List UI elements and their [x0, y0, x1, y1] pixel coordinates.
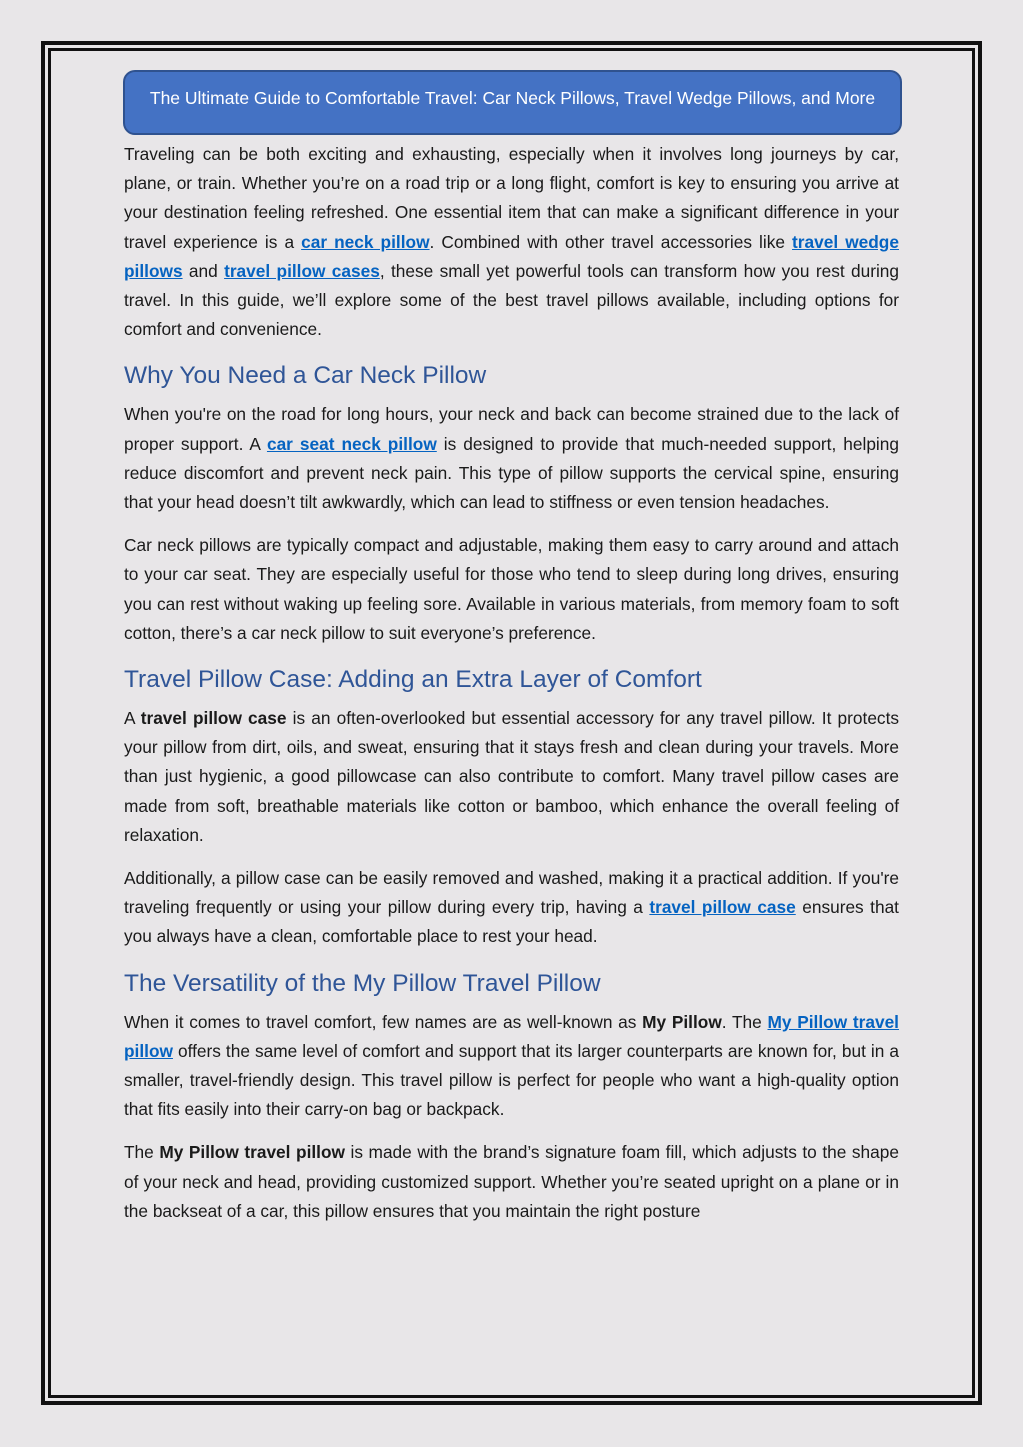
- travel-wedge-pillows-link[interactable]: travel wedge pillows: [124, 231, 899, 281]
- section3-paragraph-1: When it comes to travel comfort, few names are as well-known as My Pillow. The My Pillow travel pillow offers the same level of comfort and support that its larger counterparts are known for, but in a smaller, travel-friendly design. This travel pillow is perfect for people who want a high-quality option that fits easily into their carry-on bag or backpack.: [124, 1011, 899, 1120]
- intro-paragraph: Traveling can be both exciting and exhausting, especially when it involves long journeys by car, plane, or train. Whether you’re on a road trip or a long flight, comfort is key to ensuring you arrive at your destination feeling refreshed. One essential item that can make a significant difference in your travel experience is a car neck pillow. Combined with other travel accessories like travel wedge pillows and travel pillow cases, these small yet powerful tools can transform how you rest during travel. In this guide, we’ll explore some of the best travel pillows available, including options for comfort and convenience.: [124, 144, 900, 340]
- section2-paragraph-2: Additionally, a pillow case can be easily removed and washed, making it a practical addition. If you're traveling frequently or using your pillow during every trip, having a travel pillow case ensures that you always have a clean, comfortable place to rest your head.: [124, 868, 899, 947]
- section-heading-my-pillow: The Versatility of the My Pillow Travel Pillow: [124, 969, 601, 997]
- section-heading-travel-pillow-case: Travel Pillow Case: Adding an Extra Layer of Comfort: [124, 666, 702, 694]
- document-body: [124, 70, 899, 1240]
- my-pillow-travel-pillow-link[interactable]: My Pillow travel pillow: [124, 1011, 899, 1061]
- section3-paragraph-2: The My Pillow travel pillow is made with the brand’s signature foam fill, which adjusts to the shape of your neck and head, providing customized support. Whether you’re seated upright on a plane or in the backseat of a car, this pillow ensures that you maintain the right posture: [124, 1142, 899, 1221]
- document-title: The Ultimate Guide to Comfortable Travel: Car Neck Pillows, Travel Wedge Pillows, and More: [149, 88, 876, 108]
- bold-travel-pillow-case: travel pillow case: [140, 708, 287, 729]
- bold-my-pillow: My Pillow: [642, 1011, 722, 1032]
- title-banner: [123, 70, 902, 135]
- section-heading-car-neck-pillow: Why You Need a Car Neck Pillow: [124, 362, 487, 390]
- section1-paragraph-1: When you're on the road for long hours, your neck and back can become strained due to the lack of proper support. A car seat neck pillow is designed to provide that much-needed support, helping reduce discomfort and prevent neck pain. This type of pillow supports the cervical spine, ensuring that your head doesn’t tilt awkwardly, which can lead to stiffness or even tension headaches.: [124, 404, 899, 513]
- section1-paragraph-2: Car neck pillows are typically compact and adjustable, making them easy to carry around and attach to your car seat. They are especially useful for those who tend to sleep during long drives, ensuring you can rest without waking up feeling sore. Available in various materials, from memory foam to soft cotton, there’s a car neck pillow to suit everyone’s preference.: [124, 535, 899, 643]
- car-seat-neck-pillow-link[interactable]: car seat neck pillow: [266, 433, 437, 454]
- bold-my-pillow-travel-pillow: My Pillow travel pillow: [159, 1142, 345, 1163]
- travel-pillow-cases-link[interactable]: travel pillow cases: [224, 260, 380, 281]
- travel-pillow-case-link[interactable]: travel pillow case: [649, 897, 796, 918]
- car-neck-pillow-link[interactable]: car neck pillow: [301, 231, 430, 252]
- section2-paragraph-1: A travel pillow case is an often-overlooked but essential accessory for any travel pillow. It protects your pillow from dirt, oils, and sweat, ensuring that it stays fresh and clean during your travels. More than just hygienic, a good pillowcase can also contribute to comfort. Many travel pillow cases are made from soft, breathable materials like cotton or bamboo, which enhance the overall feeling of relaxation.: [124, 708, 900, 845]
